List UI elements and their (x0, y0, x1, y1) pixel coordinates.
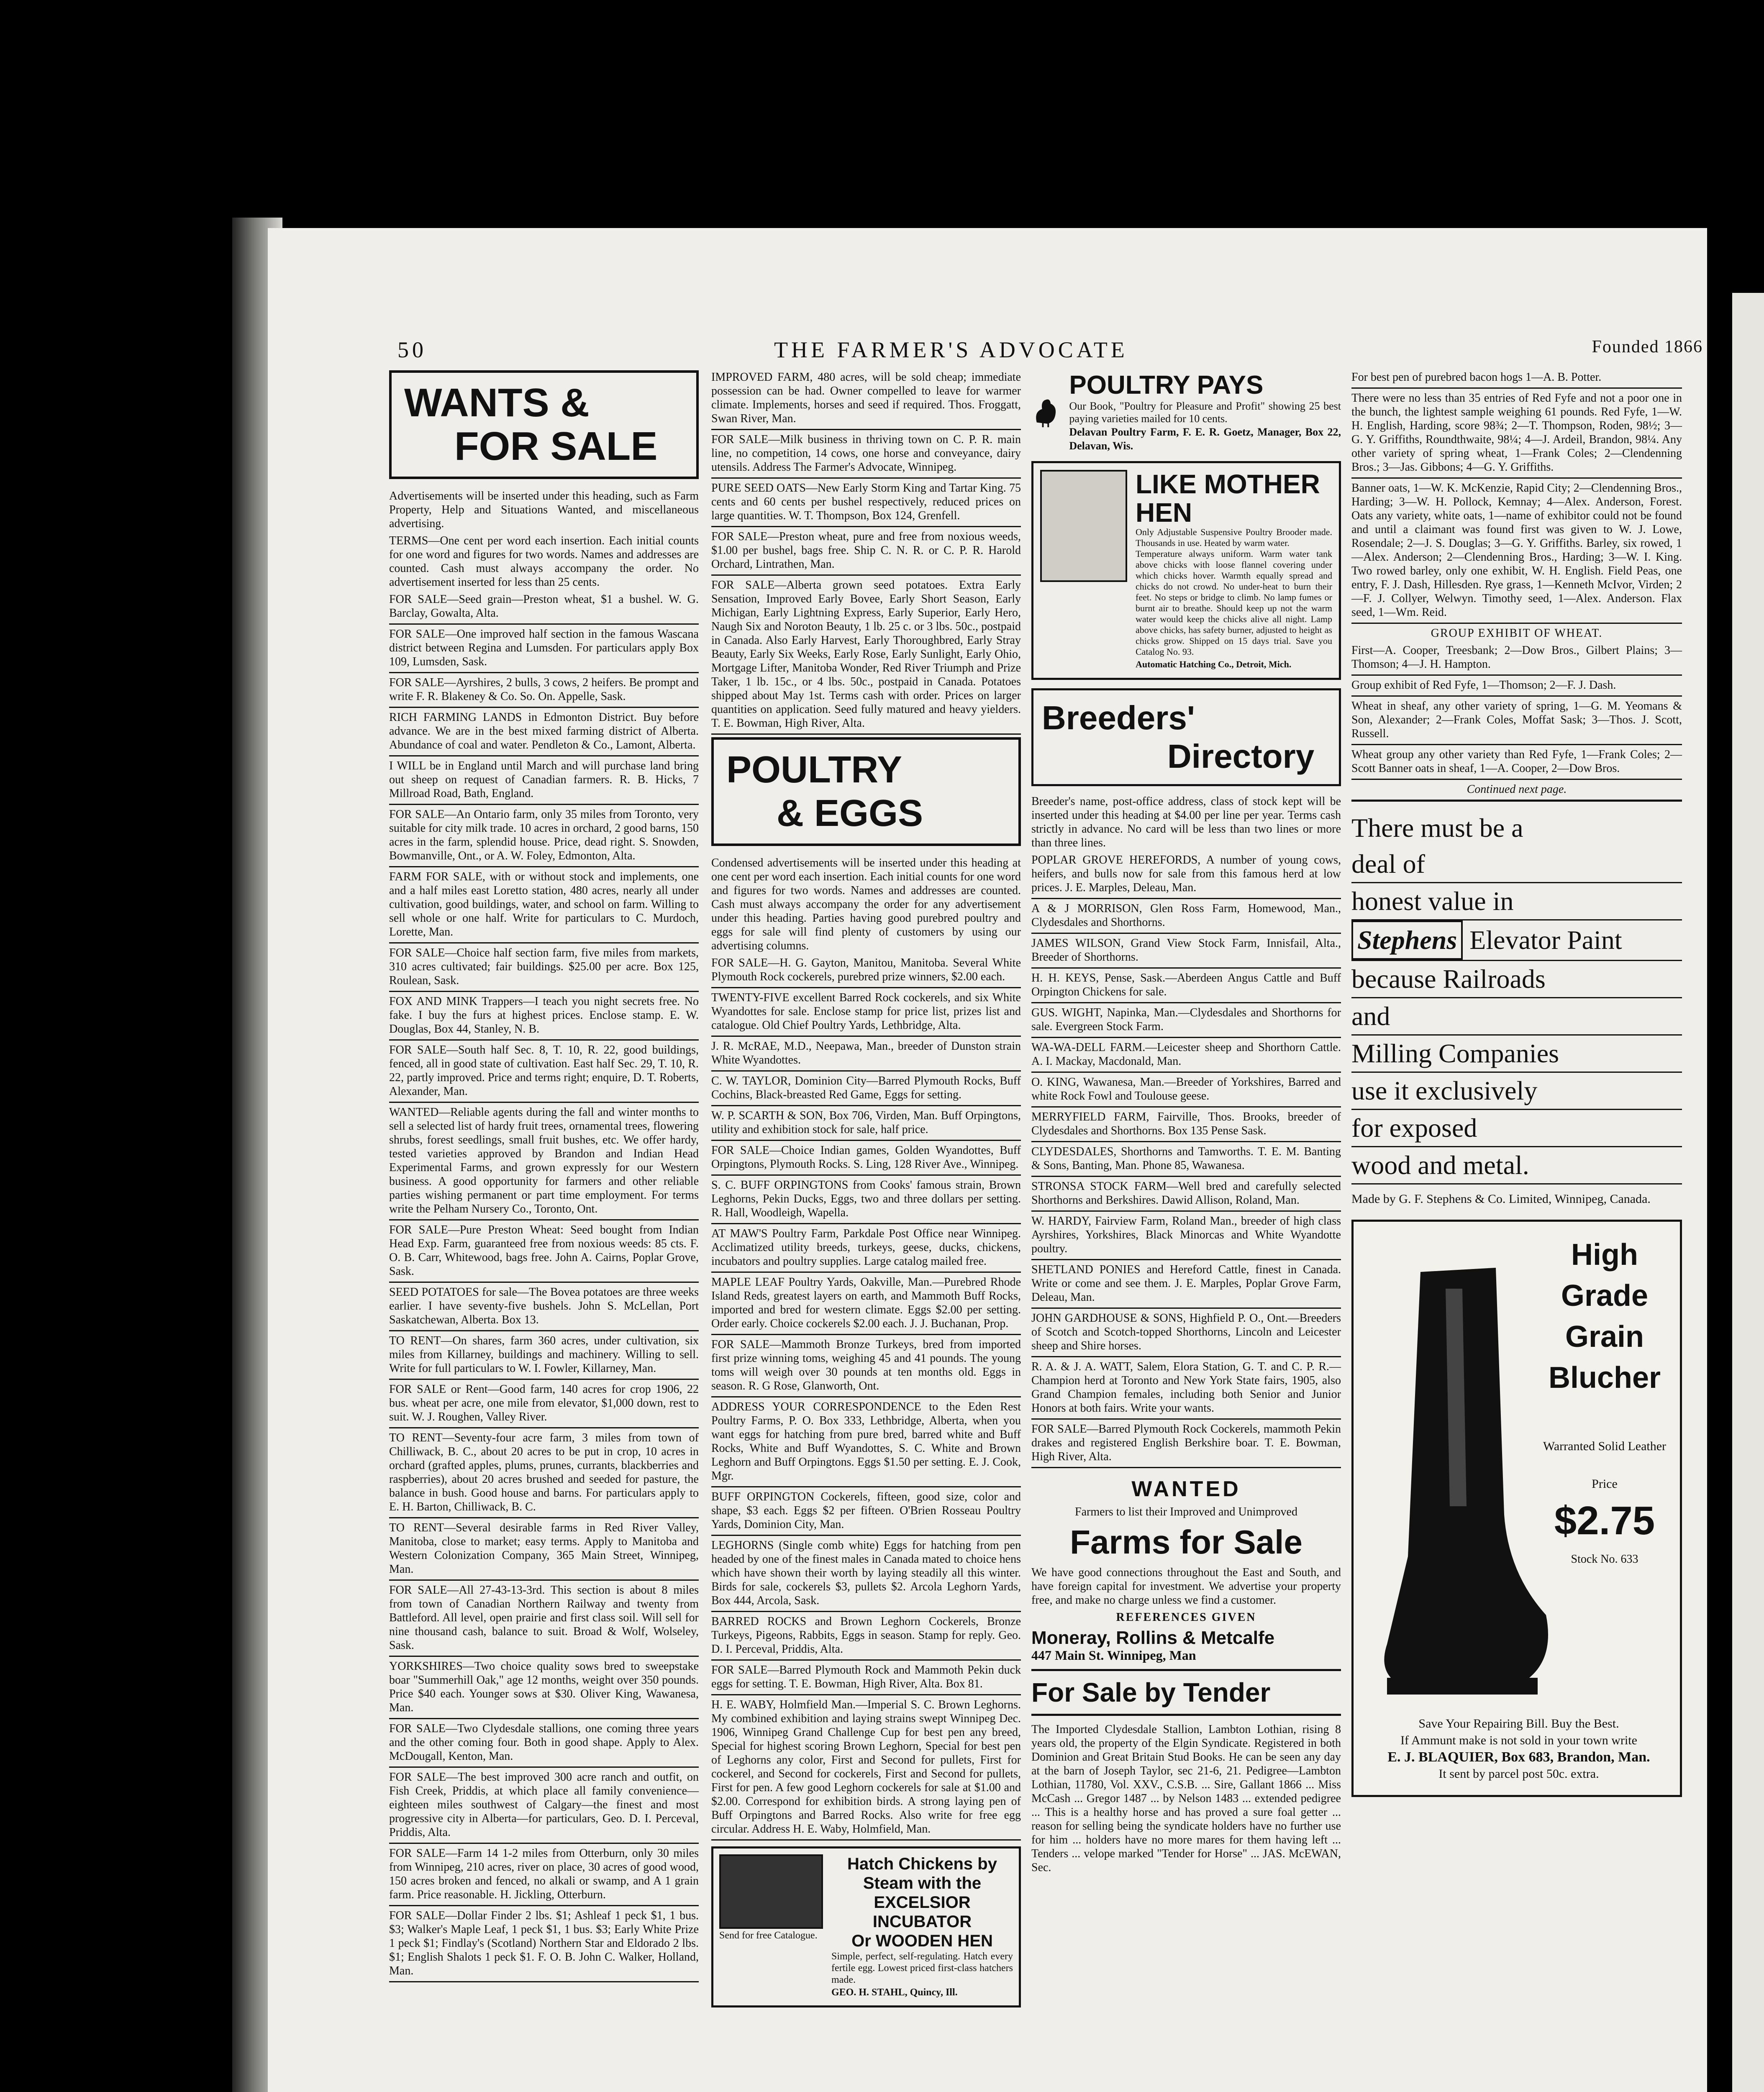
classified-ad: FARM FOR SALE, with or without stock and implements, one and a half miles east Loretto station, 480 acres, nearly all under cultivation, good buildings, water, and school on farm. Willing to sell whole or one half. Write for particulars to C. Murdoch, Lorette, Man. (389, 870, 699, 938)
poultry-ad: FOR SALE—H. G. Gayton, Manitou, Manitoba. Several White Plymouth Rock cockerels, purebred prize winners, $2.00 each. (711, 956, 1021, 983)
poultry-ad: W. P. SCARTH & SON, Box 706, Virden, Man. Buff Orpingtons, utility and exhibition stock for sale, half price. (711, 1109, 1021, 1136)
page-number: 50 (397, 337, 427, 362)
breeder-entry: FOR SALE—Barred Plymouth Rock Cockerels, mammoth Pekin drakes and registered English Berkshire boar. T. E. Bowman, High River, Alta. (1031, 1423, 1341, 1463)
breeder-entry: O. KING, Wawanesa, Man.—Breeder of Yorkshires, Barred and white Rock Fowl and Toulouse geese. (1031, 1076, 1341, 1102)
breeder-entry: GUS. WIGHT, Napinka, Man.—Clydesdales and Shorthorns for sale. Evergreen Stock Farm. (1031, 1006, 1341, 1033)
classified-ad: FOR SALE or Rent—Good farm, 140 acres for crop 1906, 22 bus. wheat per acre, one mile from elevator, $1,000 down, rest to suit. W. J. Roughen, Valley River. (389, 1383, 699, 1423)
breeder-entry: WA-WA-DELL FARM.—Leicester sheep and Shorthorn Cattle. A. I. Mackay, Macdonald, Man. (1031, 1041, 1341, 1068)
breeder-entry: MERRYFIELD FARM, Fairville, Thos. Brooks, breeder of Clydesdales and Shorthorns. Box 135 Pense Sask. (1031, 1110, 1341, 1137)
divider (711, 1535, 1021, 1536)
divider (389, 623, 699, 625)
poultry-ad: H. E. WABY, Holmfield Man.—Imperial S. C. Brown Leghorns. My combined exhibition and laying strains swept Winnipeg Dec. 1906, Winnipeg Grand Challenge Cup for best pen any breed, Special for highest scoring Brown Leghorn, Special for best pen of Leghorns any color, First and Second for pullets, First for cockerel, and Second for cockerels, First and Second for pullets, First for pen. A few good Leghorn cockerels for sale at $1.00 and $2.00. Correspond for exhibition birds. A strong laying pen of Buff Orpingtons and Barred Rocks. Also write for free egg circular. Address H. E. Waby, Holmfield, Man. (711, 1698, 1021, 1836)
divider (1031, 898, 1341, 899)
poultry-ad: BUFF ORPINGTON Cockerels, fifteen, good size, color and shape, $3 each. Eggs $2 per fifteen. O'Brien Rosseau Poultry Yards, Dominion City, Man. (711, 1490, 1021, 1531)
wants-ads-list (389, 592, 699, 1982)
classified-ad: FOR SALE—The best improved 300 acre ranch and outfit, on Fish Creek, Priddis, at which place all family convenience—eighteen miles southwest of Calgary—the finest and most progressive city in Alberta—for particulars, Geo. D. I. Perceval, Priddis, Alta. (389, 1771, 699, 1839)
wanted-heading: WANTED (1131, 1477, 1241, 1501)
references-given: REFERENCES GIVEN (1116, 1611, 1256, 1624)
elevator-paint-ad: There must be a deal of honest value in Stephens Elevator Paint because Railroads and Milling Companies use it exclusively for exposed wood and metal. Made by G. F. Stephens & Co. Limited, Winnipeg, Canada. (1351, 800, 1682, 1207)
divider (711, 1611, 1021, 1612)
like-mother-body: Temperature always uniform. Warm water tank above chicks with loose flannel covering under which chicks hover. Warmth equally spread and chicks do not crowd. No under-heat to burn their feet. No steps or bridge to climb. No lamp fumes or burnt air to breathe. Should keep up not the warm water would keep the chicks alive all night. Lamp above chicks, has safety burner, adjusted to height as chicks grow. Shipped on 15 days trial. Save you Catalog No. 93. (1136, 549, 1332, 657)
divider (711, 1694, 1021, 1695)
divider (711, 1334, 1021, 1335)
divider (711, 1105, 1021, 1106)
classified-ad: TO RENT—On shares, farm 360 acres, under cultivation, six miles from Killarney, buildings and machinery. Willing to sell. Write for full particulars to W. I. Fowler, Killarney, Man. (389, 1334, 699, 1375)
divider (711, 1140, 1021, 1141)
divider (389, 1219, 699, 1220)
divider (711, 477, 1021, 479)
breeder-entry: STRONSA STOCK FARM—Well bred and carefully selected Shorthorns and Berkshires. Dawid Allison, Roland, Man. (1031, 1180, 1341, 1207)
wants-intro: Advertisements will be inserted under this heading, such as Farm Property, Help and Situations Wanted, and miscellaneous advertising. (389, 490, 699, 530)
group-result-paragraph: First—A. Cooper, Treesbank; 2—Dow Bros., Gilbert Plains; 3—Thomson; 4—J. H. Hampton. (1351, 644, 1682, 671)
poultry-pays-side: Our Book, "Poultry for Pleasure and Profit" showing 25 best paying varieties mailed for 10 cents. (1069, 400, 1341, 425)
divider (711, 1174, 1021, 1176)
divider (1031, 1210, 1341, 1212)
classified-ad: FOR SALE—South half Sec. 8, T. 10, R. 22, good buildings, fenced, all in good state of cultivation. East half Sec. 29, T. 10, R. 22, partly improved. Price and terms right; enquire, D. T. Roberts, Alexander, Man. (389, 1043, 699, 1098)
classified-ad: YORKSHIRES—Two choice quality sows bred to sweepstake boar "Summerhill Oak," age 12 months, weight over 350 pounds. Price $40 each. Younger sows at $30. Oliver King, Wawanesa, Man. (389, 1660, 699, 1714)
publication-title: THE FARMER'S ADVOCATE (774, 337, 1128, 362)
classified-ad: FOR SALE—Farm 14 1-2 miles from Otterburn, only 30 miles from Winnipeg, 210 acres, river on place, 30 acres of good wood, 150 acres broken and fenced, no alkali or swamp, and A 1 grain farm. Price reasonable. H. Jickling, Otterburn. (389, 1847, 699, 1901)
blucher-boot-ad (1351, 1220, 1682, 1797)
divider (1031, 1002, 1341, 1003)
divider (389, 1282, 699, 1283)
show-result-paragraph: There were no less than 35 entries of Red Fyfe and not a poor one in the bunch, the lightest sample weighing 61 pounds. Red Fyfe, 1—W. H. English, Harding, score 98¾; 2—T. Thompson, Roden, 98½; 3—G. Y. Griffiths, Roundthwaite, 98¼; 4—J. Ardeil, Brandon, 98¼. Any other variety of spring wheat, 1—Frank Coles; 2—Clendenning Bros.; 3—Jas. Gibbons; 4—G. Y. Griffiths. (1351, 392, 1682, 474)
divider (711, 1223, 1021, 1224)
poultry-ad: LEGHORNS (Single comb white) Eggs for hatching from pen headed by one of the finest males in Canada mated to choice hens which have shown their worth by laying steadily all this winter. Birds for sale, cockerels $3, pullets $2. Arcola Leghorn Yards, Box 444, Arcola, Sask. (711, 1539, 1021, 1607)
divider (1031, 1037, 1341, 1038)
incubator-address: GEO. H. STAHL, Quincy, Ill. (831, 1987, 958, 1998)
classified-ad: TO RENT—Several desirable farms in Red River Valley, Manitoba, close to market; easy terms. Apply to Manitoba and Western Colonization Company, 365 Main Street, Winnipeg, Man. (389, 1521, 699, 1576)
poultry-heading: POULTRY & EGGS (711, 737, 1021, 846)
divider (389, 1039, 699, 1041)
like-mother-hen-ad (1031, 461, 1341, 680)
incubator-caption: Send for free Catalogue. (719, 1930, 818, 1941)
like-mother-side: Only Adjustable Suspensive Poultry Brooder made. Thousands in use. Heated by warm water. (1136, 527, 1332, 548)
divider (389, 866, 699, 867)
divider (711, 1272, 1021, 1273)
poultry-intro: Condensed advertisements will be inserted under this heading at one cent per word each insertion. Each initial counts for one word and figures for two words. Names and addresses are counted. Cash must always accompany the order for any advertisement under this heading. Parties having good purebred poultry and eggs for sale will find plenty of customers by using our advertising columns. (711, 856, 1021, 952)
like-mother-title1: LIKE MOTHER (1136, 469, 1320, 499)
classified-ads-top (711, 370, 1021, 735)
breeder-entry: R. A. & J. A. WATT, Salem, Elora Station, G. T. and C. P. R.—Champion herd at Toronto and New York State fairs, 1905, also Grand Champion females, including both Senior and Junior Honors at both fairs. Write your wants. (1031, 1360, 1341, 1415)
classified-ad: FOR SALE—Pure Preston Wheat: Seed bought from Indian Head Exp. Farm, guaranteed free from noxious weeds: 85 cts. F. O. B. Carr, Whitewood, bags free. John A. Cairns, Poplar Grove, Sask. (389, 1223, 699, 1278)
divider (1351, 674, 1682, 676)
page-header (397, 337, 1711, 370)
divider (711, 987, 1021, 988)
poultry-ad: ADDRESS YOUR CORRESPONDENCE to the Eden Rest Poultry Farms, P. O. Box 333, Lethbridge, Alberta, when you want eggs for hatching from pure bred, barred white and Buff Rocks, White and Buff Wyandottes, S. C. White and Brown Leghorn and Buff Orpingtons. Eggs $1.50 per setting. E. J. Cook, Mgr. (711, 1400, 1021, 1482)
divider (1031, 1308, 1341, 1309)
rooster-icon (1031, 387, 1061, 437)
boot-stock-number: Stock No. 633 (1571, 1553, 1638, 1566)
like-mother-address: Automatic Hatching Co., Detroit, Mich. (1136, 659, 1292, 669)
classified-ad: FOR SALE—Seed grain—Preston wheat, $1 a bushel. W. G. Barclay, Gowalta, Alta. (389, 593, 699, 620)
farms-body: We have good connections throughout the East and South, and have foreign capital for investment. We advertise your property free, and make no charge unless we find a customer. (1031, 1566, 1341, 1607)
group-result-paragraph: Group exhibit of Red Fyfe, 1—Thomson; 2—F. J. Dash. (1351, 679, 1616, 692)
divider (389, 1427, 699, 1428)
column-poultry (711, 370, 1021, 2007)
divider (1031, 967, 1341, 969)
incubator-line4: Or WOODEN HEN (851, 1932, 993, 1950)
classified-ad: FOR SALE—An Ontario farm, only 35 miles from Toronto, very suitable for city milk trade. 10 acres in orchard, 2 good barns, 150 acres in the farm, splendid house. Price, dead right. S. Snowden, Bowmanville, Ont., or A. W. Foley, Edmonton, Alta. (389, 808, 699, 862)
show-result-paragraph: For best pen of purebred bacon hogs 1—A. B. Potter. (1351, 371, 1602, 384)
facing-page-edge (1732, 293, 1764, 2092)
newspaper-page (268, 228, 1707, 2092)
divider (389, 1981, 699, 1982)
boot-icon (1370, 1255, 1554, 1724)
breeders-entries (1031, 853, 1341, 1468)
divider (389, 755, 699, 756)
breeder-entry: A & J MORRISON, Glen Ross Farm, Homewood, Man., Clydesdales and Shorthorns. (1031, 902, 1341, 929)
divider (389, 1517, 699, 1518)
boot-price: $2.75 (1554, 1498, 1655, 1543)
poultry-ad: J. R. McRAE, M.D., Neepawa, Man., breeder of Dunston strain White Wyandottes. (711, 1040, 1021, 1067)
divider (1031, 1259, 1341, 1260)
incubator-line2: Steam with the (863, 1874, 982, 1892)
divider (711, 1486, 1021, 1487)
breeder-entry: JOHN GARDHOUSE & SONS, Highfield P. O., Ont.—Breeders of Scotch and Scotch-topped Shorthorns, Lincoln and Leicester sheep and Shire horses. (1031, 1312, 1341, 1352)
classified-ad: RICH FARMING LANDS in Edmonton District. Buy before advance. We are in the best mixed farming district of Alberta. Abundance of coal and water. Pendleton & Co., Lamont, Alberta. (389, 711, 699, 751)
poultry-ad: AT MAW'S Poultry Farm, Parkdale Post Office near Winnipeg. Acclimatized utility breeds, turkeys, geese, ducks, chickens, incubators and poultry supplies. Large catalog mailed free. (711, 1227, 1021, 1268)
classified-ad: PURE SEED OATS—New Early Storm King and Tartar King. 75 cents and 60 cents per bushel respectively, reduced prices on large quantities. W. T. Thompson, Box 124, Grenfell. (711, 482, 1021, 522)
divider (1031, 1176, 1341, 1177)
divider (711, 733, 1021, 735)
divider (1351, 387, 1682, 389)
classified-ad: FOR SALE—Ayrshires, 2 bulls, 3 cows, 2 heifers. Be prompt and write F. R. Blakeney & Co. So. On. Appelle, Sask. (389, 676, 699, 703)
breeder-entry: SHETLAND PONIES and Hereford Cattle, finest in Canada. Write or come and see them. J. E. Marples, Poplar Grove Farm, Deleau, Man. (1031, 1263, 1341, 1304)
boot-price-label: Price (1592, 1477, 1618, 1491)
group-exhibit-heading: GROUP EXHIBIT OF WHEAT. (1431, 627, 1603, 640)
divider (1031, 1141, 1341, 1142)
classified-ad: FOR SALE—Choice half section farm, five miles from markets, 310 acres cultivated; fair buildings. $25.00 per acre. Box 125, Roulean, Sask. (389, 946, 699, 987)
poultry-ad: BARRED ROCKS and Brown Leghorn Cockerels, Bronze Turkeys, Pigeons, Rabbits, Eggs in season. Stamp for reply. Geo. D. I. Perceval, Priddis, Alta. (711, 1615, 1021, 1656)
classified-ad: I WILL be in England until March and will purchase land bring out sheep on request of Canadian farmers. R. B. Hicks, 7 Millroad Road, Bath, England. (389, 759, 699, 800)
show-result-paragraph: Banner oats, 1—W. K. McKenzie, Rapid City; 2—Clendenning Bros., Harding; 3—W. H. Pollock, Kemnay; 4—Alex. Anderson, Forest. Oats any variety, white oats, 1—name of exhibitor could not be found and until a claimant was found first was given to W. J. Lowe, Rosendale; 2—J. S. Douglas; 3—G. Y. Griffiths. Barley, six rowed, 1—Alex. Anderson; 2—Clendenning Bros., Harding; 3—W. I. King. Two rowed barley, only one exhibit, W. H. English. Field Peas, one entry, F. J. Dash, Hillesden. Rye grass, 1—Kenneth McIvor, Virden; 2—F. J. Collyer, Welwyn. Timothy seed, 1—Alex. Anderson. Flax seed, 1—Wm. Reid. (1351, 482, 1682, 619)
divider (389, 1579, 699, 1581)
classified-ad: FOR SALE—Dollar Finder 2 lbs. $1; Ashleaf 1 peck $1, 1 bus. $3; Walker's Maple Leaf, 1 peck $1, 1 bus. $3; Early White Prize 1 peck $1; Findlay's (Scotland) Northern Star and Eldorado 2 lbs. $1; English Shalots 1 peck $1. F. O. B. John C. Walker, Holland, Man. (389, 1909, 699, 1977)
divider (389, 672, 699, 673)
divider (389, 1843, 699, 1844)
divider (1031, 933, 1341, 934)
poultry-ad: FOR SALE—Mammoth Bronze Turkeys, bred from imported first prize winning toms, weighing 45 and 41 pounds. The young toms will weigh over 30 pounds at ten months old. Eggs in season. R. G Rose, Glanworth, Ont. (711, 1338, 1021, 1392)
incubator-body: Simple, perfect, self-regulating. Hatch every fertile egg. Lowest priced first-class hatchers made. (831, 1951, 1013, 1985)
poultry-pays-address: Delavan Poultry Farm, F. E. R. Goetz, Manager, Box 22, Delavan, Wis. (1069, 426, 1341, 452)
divider (711, 1036, 1021, 1037)
column-show-results (1351, 370, 1682, 1797)
divider (389, 1379, 699, 1380)
classified-ad: FOR SALE—Milk business in thriving town on C. P. R. main line, no competition, 14 cows, one horse and conveyance, dairy utensils. Address The Farmer's Advocate, Winnipeg. (711, 433, 1021, 474)
divider (1351, 623, 1682, 624)
group-results (1351, 643, 1682, 780)
breeder-entry: W. HARDY, Fairview Farm, Roland Man., breeder of high class Ayrshires, Yorkshires, Black Minorcas and White Wyandotte poultry. (1031, 1215, 1341, 1255)
divider (711, 429, 1021, 430)
continued-note: Continued next page. (1467, 783, 1567, 796)
breeder-entry: POPLAR GROVE HEREFORDS, A number of young cows, heifers, and bulls now for sale from this famous herd at low prices. J. E. Marples, Deleau, Man. (1031, 854, 1341, 894)
divider (711, 526, 1021, 527)
divider (389, 1905, 699, 1906)
divider (1031, 1418, 1341, 1420)
poultry-ads-list (711, 956, 1021, 1841)
group-result-paragraph: Wheat group any other variety than Red Fyfe, 1—Frank Coles; 2—Scott Banner oats in sheaf, 1—A. Cooper, 2—Dow Bros. (1351, 748, 1682, 775)
classified-ad: FOX AND MINK Trappers—I teach you night secrets free. No fake. I buy the furs at highest prices. Enclose stamp. E. W. Douglas, Box 44, Stanley, N. B. (389, 995, 699, 1036)
column-breeders (1031, 370, 1341, 1878)
breeder-entry: CLYDESDALES, Shorthorns and Tamworths. T. E. M. Banting & Sons, Banting, Man. Phone 85, Wawanesa. (1031, 1145, 1341, 1172)
divider (711, 1659, 1021, 1661)
incubator-illustration (719, 1854, 823, 1929)
group-result-paragraph: Wheat in sheaf, any other variety of spring, 1—G. M. Yeomans & Son, Alexander; 2—Frank Coles, Moffat Sask; 3—Thos. J. Scott, Russell. (1351, 700, 1682, 740)
classified-ad: FOR SALE—Two Clydesdale stallions, one coming three years and the other coming four. Both in good shape. Apply to Alex. McDougall, Kenton, Man. (389, 1722, 699, 1763)
divider (389, 1718, 699, 1719)
incubator-line1: Hatch Chickens by (847, 1855, 997, 1873)
wanted-sub: Farmers to list their Improved and Unimproved (1075, 1505, 1297, 1518)
divider (1351, 477, 1682, 479)
stephens-logo: Stephens (1351, 920, 1463, 960)
poultry-ad: TWENTY-FIVE excellent Barred Rock cockerels, and six White Wyandottes for sale. Enclose stamp for price list, prizes list and catalogue. Old Chief Poultry Yards, Lethbridge, Alta. (711, 991, 1021, 1032)
divider (1351, 744, 1682, 745)
brooder-illustration (1040, 470, 1127, 582)
wants-terms: TERMS—One cent per word each insertion. Each initial counts for one word and figures for two words. Names and addresses are counted. Cash must always accompany the order. No advertisement inserted for less than 25 cents. (389, 534, 699, 589)
wants-heading: WANTS & FOR SALE (389, 370, 699, 479)
boot-warranted: Warranted Solid Leather (1543, 1439, 1667, 1453)
classified-ad: WANTED—Reliable agents during the fall and winter months to sell a selected list of hardy fruit trees, ornamental trees, flowering shrubs, forest seedlings, small fruit bushes, etc. We offer hardy, tested varieties approved by Brandon and Indian Head Experimental Farms, and grown expressly for our Western business. A good opportunity for farmers and other reliable parties wishing permanent or part time employment. For terms write the Pelham Nursery Co., Toronto, Ont. (389, 1106, 699, 1215)
like-mother-title2: HEN (1136, 497, 1192, 528)
divider (389, 1656, 699, 1657)
divider (711, 574, 1021, 576)
firm-address: 447 Main St. Winnipeg, Man (1031, 1648, 1196, 1663)
poultry-ad: C. W. TAYLOR, Dominion City—Barred Plymouth Rocks, Buff Cochins, Black-breasted Red Game, Eggs for setting. (711, 1074, 1021, 1101)
divider (1351, 695, 1682, 697)
divider (1031, 1467, 1341, 1468)
divider (389, 804, 699, 805)
paint-maker: Made by G. F. Stephens & Co. Limited, Winnipeg, Canada. (1351, 1192, 1651, 1206)
divider (711, 1396, 1021, 1397)
poultry-ad: FOR SALE—Choice Indian games, Golden Wyandottes, Buff Orpingtons, Plymouth Rocks. S. Ling, 128 River Ave., Winnipeg. (711, 1144, 1021, 1171)
poultry-ad: S. C. BUFF ORPINGTONS from Cooks' famous strain, Brown Leghorns, Pekin Ducks, Eggs, two and three dollars per setting. R. Hall, Woodleigh, Wapella. (711, 1179, 1021, 1219)
divider (1031, 1072, 1341, 1073)
classified-ad: FOR SALE—Preston wheat, pure and free from noxious weeds, $1.00 per bushel, bags free. Ship C. N. R. or C. P. R. Harold Orchard, Lintrathen, Man. (711, 530, 1021, 571)
tender-body: The Imported Clydesdale Stallion, Lambton Lothian, rising 8 years old, the property of the Elgin Syndicate. Registered in both Dominion and Great Britain Stud Books. He can be seen any day at the barn of Joseph Taylor, sec 21-6, 21. Pedigree—Lambton Lothian, 11780, Vol. XXV., C.S.B. ... Sire, Gallant 1866 ... Miss McCash ... Gregor 1487 ... by Nelson 1483 ... extended pedigree ... This is a healthy horse and has proved a sure foal getter ... reason for selling being the syndicate holders have no further use for him ... holders have no more mares for them having left ... Tenders ... velope marked "Tender for Horse" ... JAS. McEWAN, Sec. (1031, 1723, 1341, 1874)
firm-name: Moneray, Rollins & Metcalfe (1031, 1628, 1275, 1648)
breeders-intro: Breeder's name, post-office address, class of stock kept will be inserted under this heading at $4.00 per line per year. Terms cash strictly in advance. No card will be less than two lines or more than three lines. (1031, 795, 1341, 849)
classified-ad: TO RENT—Seventy-four acre farm, 3 miles from town of Chilliwack, B. C., about 20 acres to be put in crop, 10 acres in orchard (grafted apples, plums, prunes, currants, blackberries and raspberries), about 20 acres brushed and seeded for pasture, the balance in bush. Good house and barns. For particulars apply to E. H. Barton, Chilliwack, B. C. (389, 1431, 699, 1513)
classified-ad: FOR SALE—All 27-43-13-3rd. This section is about 8 miles from town of Canadian Northern Railway and twenty from Battleford. All level, open prairie and first class soil. Will sell for nine thousand cash, balance to suit. Broad & Wolf, Wolseley, Sask. (389, 1584, 699, 1652)
classified-ad: SEED POTATOES for sale—The Bovea potatoes are three weeks earlier. I have seventy-five bushels. John S. McLellan, Port Saskatchewan, Alberta. Box 13. (389, 1286, 699, 1326)
poultry-pays-headline: POULTRY PAYS (1069, 371, 1264, 400)
divider (389, 991, 699, 992)
poultry-ad: FOR SALE—Barred Plymouth Rock and Mammoth Pekin duck eggs for setting. T. E. Bowman, High River, Alta. Box 81. (711, 1664, 1021, 1690)
divider (711, 1839, 1021, 1841)
classified-ad: IMPROVED FARM, 480 acres, will be sold cheap; immediate possession can be had. Owner compelled to leave for warmer climate. Implements, horses and seed if required. Thos. Froggatt, Swan River, Man. (711, 371, 1021, 425)
farms-for-sale-heading: Farms for Sale (1070, 1523, 1302, 1561)
divider (389, 707, 699, 708)
divider (389, 1102, 699, 1103)
boot-headline: High Grade Grain Blucher (1548, 1238, 1661, 1395)
incubator-line3: EXCELSIOR INCUBATOR (872, 1893, 972, 1931)
column-wants-for-sale (389, 370, 699, 1985)
for-sale-by-tender-heading: For Sale by Tender (1031, 1669, 1341, 1716)
divider (389, 1330, 699, 1331)
show-results (1351, 370, 1682, 624)
divider (1031, 1356, 1341, 1357)
breeder-entry: H. H. KEYS, Pense, Sask.—Aberdeen Angus Cattle and Buff Orpington Chickens for sale. (1031, 972, 1341, 998)
divider (711, 1070, 1021, 1072)
divider (389, 942, 699, 943)
breeders-directory-heading: Breeders' Directory (1031, 688, 1341, 786)
divider (389, 1766, 699, 1768)
incubator-ad (711, 1846, 1021, 2007)
classified-ad: FOR SALE—Alberta grown seed potatoes. Extra Early Sensation, Improved Early Bovee, Early Short Season, Early Michigan, Early Lightning Express, Early Superior, Early Hero, Naugh Six and Noroton Beauty, 1 lb. 25 c. or 3 lbs. 50c., postpaid in Canada. Also Early Harvest, Early Thoroughbred, Early Stray Beauty, Early Six Weeks, Early Rose, Early Sunlight, Early Ohio, Mortgage Lifter, Manitoba Wonder, Red River Triumph and Prize Taker, 1 lb. 15c., or 4 lbs. 50c., postpaid in Canada. Potatoes shipped about May 1st. Terms cash with order. Prices on larger quantities on application. Seed fully matured and heavy yielders. T. E. Bowman, High River, Alta. (711, 579, 1021, 730)
breeder-entry: JAMES WILSON, Grand View Stock Farm, Innisfail, Alta., Breeder of Shorthorns. (1031, 937, 1341, 964)
poultry-ad: MAPLE LEAF Poultry Yards, Oakville, Man.—Purebred Rhode Island Reds, greatest layers on earth, and Mammoth Buff Rocks, imported and bred for western climate. Eggs $2.00 per setting. Order early. Choice cockerels $2.00 each. J. J. Buchanan, Prop. (711, 1276, 1021, 1330)
poultry-pays-ad (1031, 370, 1341, 453)
founded-note: Founded 1866 (1592, 337, 1703, 356)
divider (1031, 1106, 1341, 1108)
divider (1351, 779, 1682, 780)
boot-footer: Save Your Repairing Bill. Buy the Best. If Ammunt make is not sold in your town write E. J. BLAQUIER, Box 683, Brandon, Man. It sent by parcel post 50c. extra. (1387, 1717, 1650, 1781)
classified-ad: FOR SALE—One improved half section in the famous Wascana district between Regina and Lumsden. For particulars apply Box 109, Lumsden, Sask. (389, 628, 699, 668)
